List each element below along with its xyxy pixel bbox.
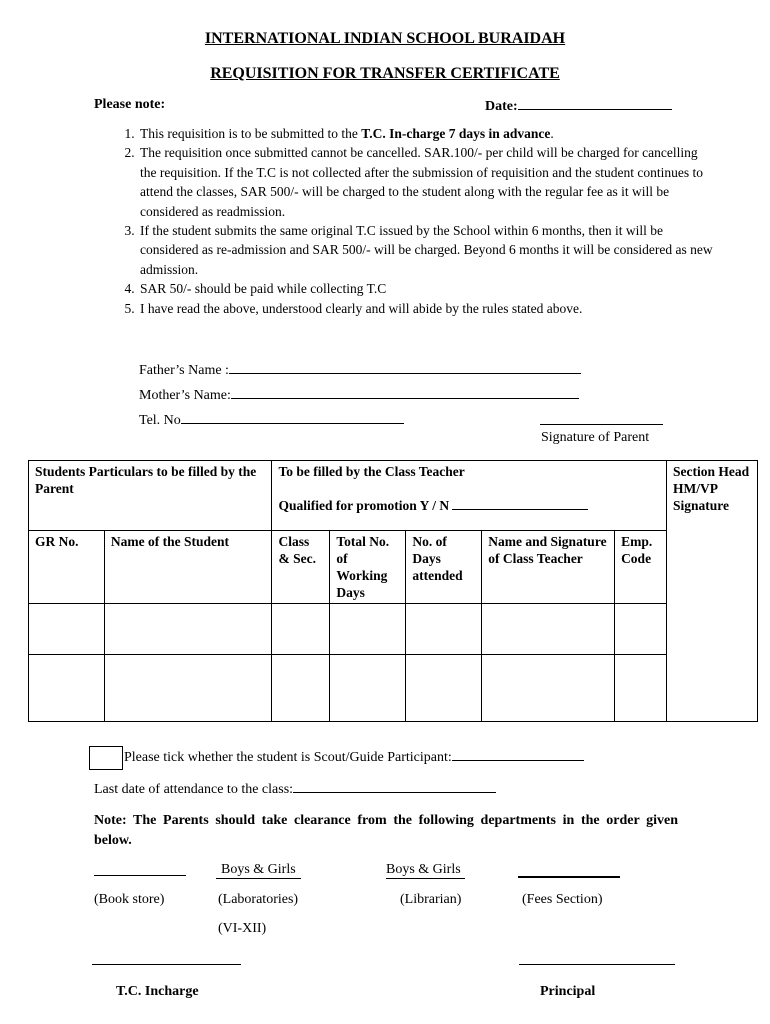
mother-name-label: Mother’s Name: [139, 388, 231, 403]
tel-label: Tel. No [139, 413, 181, 428]
parent-signature-line[interactable] [540, 424, 663, 425]
table-cell[interactable] [406, 604, 482, 655]
table-cell[interactable] [104, 655, 272, 722]
col-gr-no: GR No. [29, 531, 105, 604]
notes-list [108, 124, 713, 318]
scout-field[interactable] [124, 748, 584, 766]
note-item: 5. I have read the above, understood clearly and will abide by the rules stated above. [138, 299, 713, 318]
col-working-days: Total No. of Working Days [330, 531, 406, 604]
table-cell[interactable] [482, 604, 615, 655]
class-teacher-header [272, 461, 667, 531]
note-item: 2. The requisition once submitted cannot be cancelled. SAR.100/- per child will be charged for cancelling the requisition. If the T.C is not collected after the submission of requisition and the student continues to attend the classes, SAR 500/- will be charged to the student along with the regular fee as it will be considered as readmission. [138, 143, 713, 221]
fees-section-label: (Fees Section) [522, 892, 603, 907]
book-store-label: (Book store) [94, 892, 165, 907]
date-line [518, 97, 672, 110]
table-cell[interactable] [406, 655, 482, 722]
mother-name-field[interactable] [139, 386, 579, 404]
form-title: REQUISITION FOR TRANSFER CERTIFICATE [210, 65, 560, 82]
parent-signature-label: Signature of Parent [541, 430, 650, 445]
tel-field[interactable] [139, 411, 404, 429]
table-cell[interactable] [29, 604, 105, 655]
table-cell[interactable] [330, 655, 406, 722]
table-cell[interactable] [272, 604, 330, 655]
col-class-sec: Class & Sec. [272, 531, 330, 604]
table-cell[interactable] [104, 604, 272, 655]
date-field[interactable] [485, 97, 672, 115]
table-cell[interactable] [615, 604, 667, 655]
students-particulars-header: Students Particulars to be filled by the Parent [29, 461, 272, 531]
scout-tick-box[interactable] [89, 746, 123, 770]
section-head-header: Section Head HM/VP Signature [667, 461, 758, 722]
table-cell[interactable] [615, 655, 667, 722]
principal-label: Principal [540, 984, 596, 999]
laboratories-label: (Laboratories) [218, 892, 299, 907]
boys-girls-library: Boys & Girls [386, 862, 465, 879]
vi-xii-label: (VI-XII) [218, 921, 267, 936]
last-date-label: Last date of attendance to the class: [94, 782, 294, 797]
col-emp-code: Emp. Code [615, 531, 667, 604]
table-cell[interactable] [29, 655, 105, 722]
class-teacher-label: To be filled by the Class Teacher [278, 464, 465, 479]
qualified-field[interactable] [278, 497, 660, 514]
table-cell[interactable] [482, 655, 615, 722]
date-label: Date: [485, 99, 518, 114]
clearance-note: Note: The Parents should take clearance from the following departments in the order given below. [94, 813, 678, 848]
tc-incharge-label: T.C. Incharge [116, 984, 199, 999]
col-days-attended: No. of Days attended [406, 531, 482, 604]
table-cell[interactable] [330, 604, 406, 655]
note-item: 4. SAR 50/- should be paid while collecting T.C [138, 279, 713, 298]
particulars-table [28, 460, 758, 722]
col-class-teacher: Name and Signature of Class Teacher [482, 531, 615, 604]
scout-label: Please tick whether the student is Scout/Guide Participant: [124, 750, 452, 765]
principal-signature-line[interactable] [519, 964, 675, 965]
fees-signature-line[interactable] [518, 876, 620, 878]
col-student-name: Name of the Student [104, 531, 272, 604]
book-store-signature-line[interactable] [94, 875, 186, 876]
librarian-label: (Librarian) [400, 892, 462, 907]
school-name: INTERNATIONAL INDIAN SCHOOL BURAIDAH [204, 30, 566, 47]
boys-girls-labs: Boys & Girls [216, 862, 301, 879]
father-name-field[interactable] [139, 361, 581, 379]
father-name-label: Father’s Name : [139, 363, 229, 378]
table-row [29, 604, 758, 655]
please-note-label: Please note: [94, 97, 166, 112]
qualified-label: Qualified for promotion Y / N [278, 498, 450, 513]
note-item: 3. If the student submits the same original T.C issued by the School within 6 months, then it will be considered as re-admission and SAR 500/- will be charged. Beyond 6 months it will be considered as new admission. [138, 221, 713, 279]
table-row [29, 655, 758, 722]
note-item: 1. This requisition is to be submitted to the T.C. In-charge 7 days in advance. [138, 124, 713, 143]
tc-incharge-signature-line[interactable] [92, 964, 241, 965]
table-cell[interactable] [272, 655, 330, 722]
last-date-field[interactable] [94, 780, 496, 798]
